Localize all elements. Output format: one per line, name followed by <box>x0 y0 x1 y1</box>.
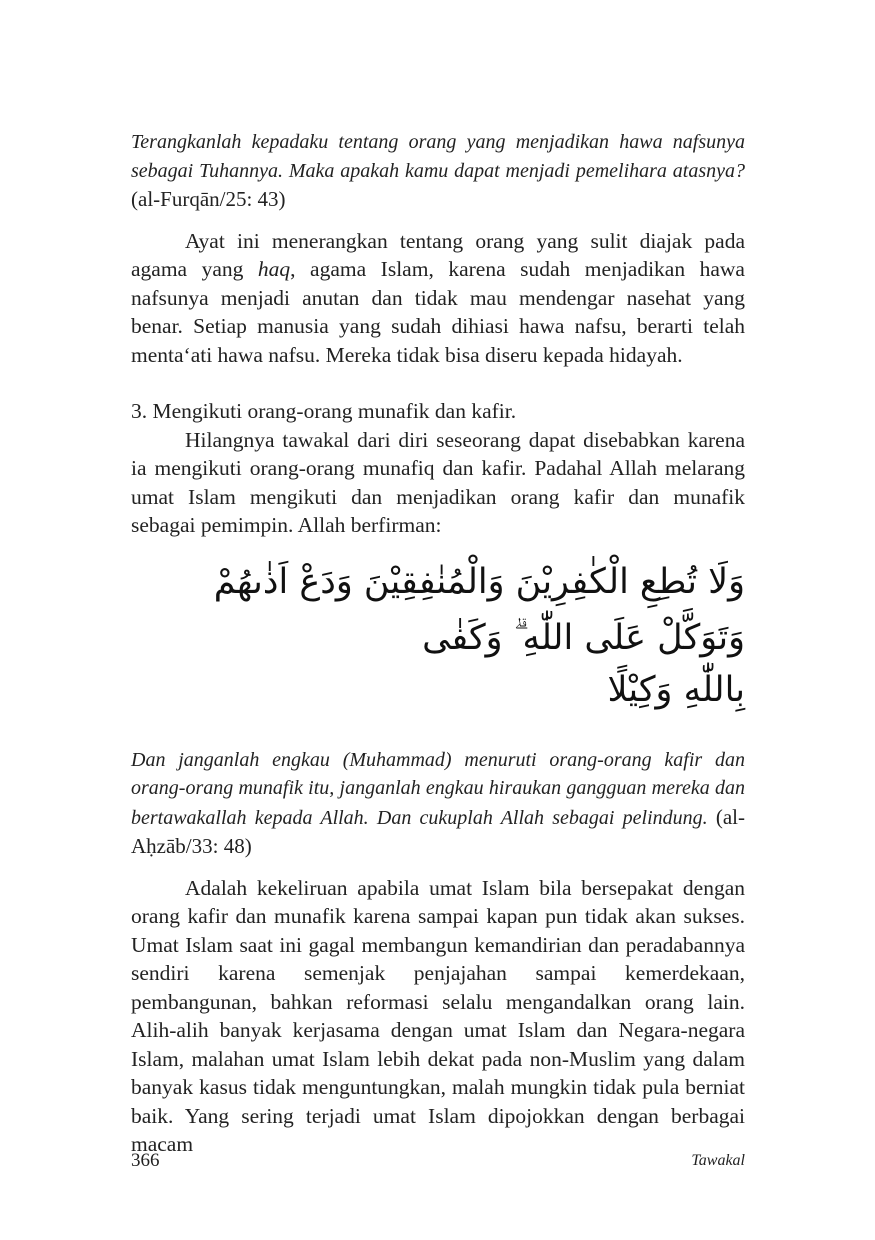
body-paragraph: Hilangnya tawakal dari diri seseorang dapat disebabkan karena ia mengikuti orang-orang munafiq dan kafir. Padahal Allah melarang umat Islam mengikuti dan menjadikan orang kafir dan munafik sebagai pemimpin. Allah berfirman: <box>131 427 745 537</box>
body-paragraph <box>131 227 745 370</box>
running-title: Tawakal <box>691 1152 745 1169</box>
verse-translation-furqan <box>131 128 745 215</box>
verse-reference: (al-Furqān/25: 43) <box>131 187 286 211</box>
body-paragraph: Adalah kekeliruan apabila umat Islam bila bersepakat dengan orang kafir dan munafik karena sampai kapan pun tidak akan sukses. Umat Islam saat ini gagal membangun kemandirian dan peradabannya sendiri karena semenjak penjajahan sampai kemerdekaan, pembangunan, bahkan reformasi selalu mengandalkan orang lain. Alih-alih banyak kerjasama dengan umat Islam dan Negara-negara Islam, malahan umat Islam lebih dekat pada non-Muslim yang dalam banyak kasus tidak menguntungkan, malah mungkin tidak pula berniat baik. Yang sering terjadi umat Islam dipojokkan dengan berbagai macam <box>131 875 745 1156</box>
paragraph-text: Ayat ini menerangkan tentang orang yang sulit diajak pada agama yang <box>131 228 745 281</box>
italic-term: haq <box>257 257 291 281</box>
page-number: 366 <box>131 1150 160 1171</box>
verse-translation-text: Dan janganlah engkau (Muhammad) menuruti orang-orang kafir dan orang-orang munafik itu, janganlah engkau hiraukan gangguan mereka dan bertawakallah kepada Allah. Dan cukuplah Allah sebagai pelindung. <box>131 748 745 829</box>
arabic-verse-line-1: وَلَا تُطِعِ الْكٰفِرِيْنَ وَالْمُنٰفِقِيْنَ وَدَعْ اَذٰىهُمْ وَتَوَكَّلْ عَلَى اللّٰهِ ۗ وَكَفٰى <box>213 561 745 658</box>
verse-translation-ahzab <box>131 746 745 862</box>
verse-translation-text: Terangkanlah kepadaku tentang orang yang menjadikan hawa nafsunya sebagai Tuhannya. Maka apakah kamu dapat menjadi pemelihara atasnya? <box>131 131 745 182</box>
paragraph-text: , agama Islam, karena sudah menjadikan hawa nafsunya menjadi anutan dan tidak mau mendengar nasehat yang benar. Setiap manusia yang sudah dihiasi hawa nafsu, berarti telah menta‘ati hawa nafsu. Mereka tidak bisa diseru kepada hidayah. <box>131 257 745 367</box>
page-body <box>131 128 745 1159</box>
arabic-verse-line-2: بِاللّٰهِ وَكِيْلًا <box>607 669 745 710</box>
verse-reference: (al-Aḥzāb/33: 48) <box>131 804 746 858</box>
section-heading: 3. Mengikuti orang-orang munafik dan kafir. <box>131 399 517 423</box>
page-footer <box>131 1150 745 1180</box>
